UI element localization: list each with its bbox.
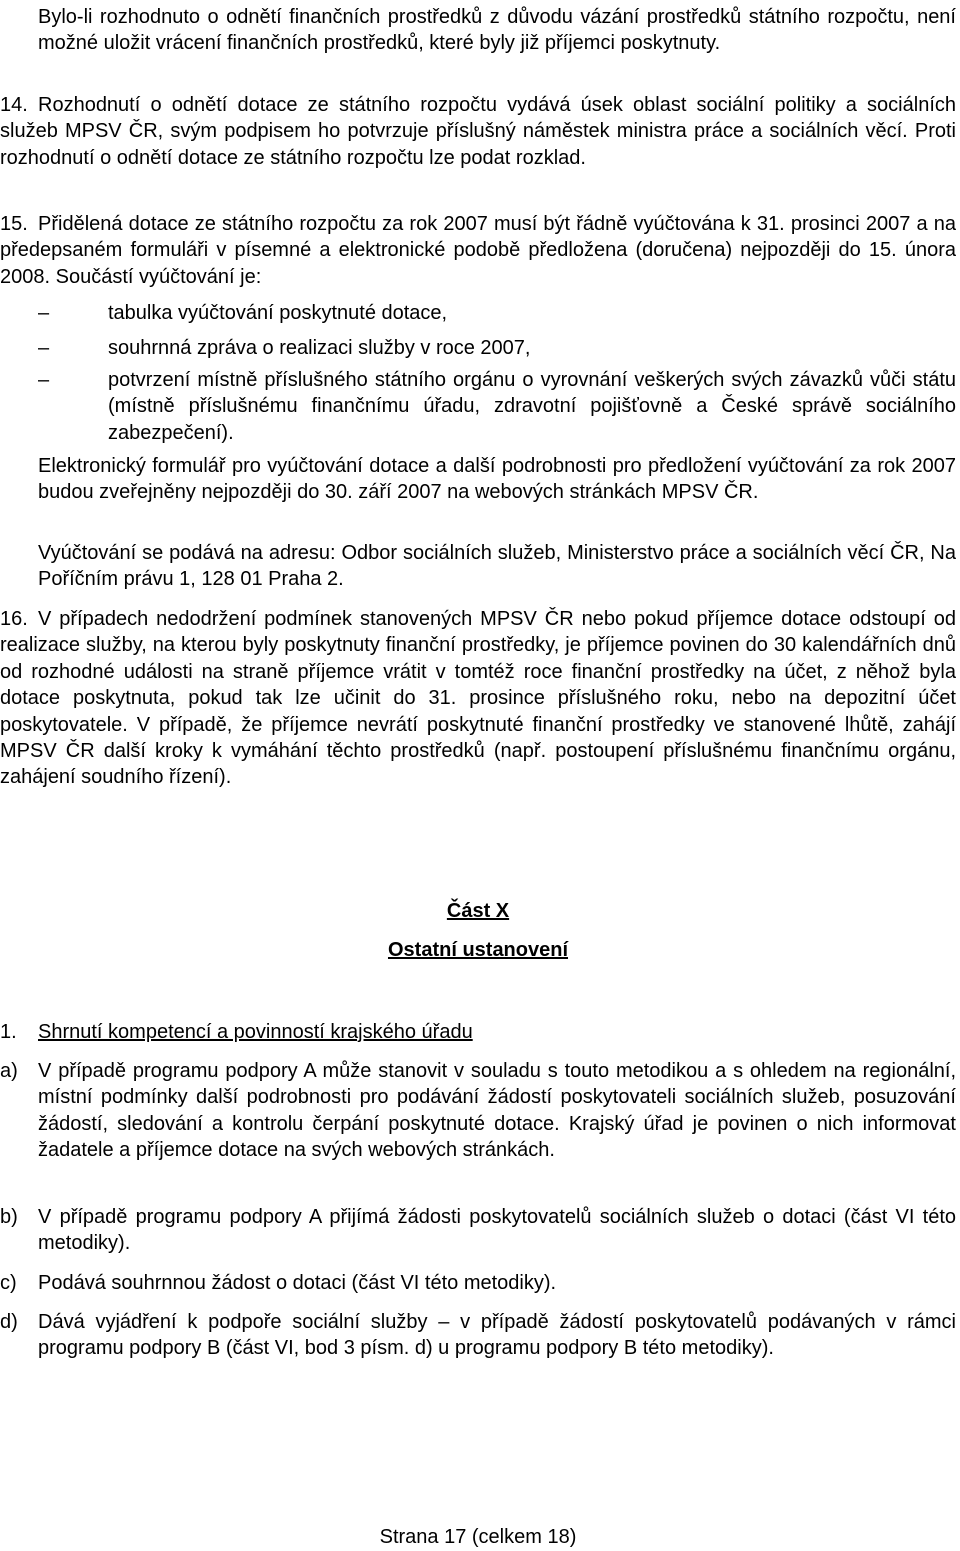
bullet-item [38,367,956,446]
bullet-item [38,335,956,361]
letter-item-c [0,1270,956,1296]
item-number: 16. [0,608,28,630]
bullet-text: potvrzení místně příslušného státního orgánu o vyrovnání veškerých svých závazků vůči státu (místně příslušnému finančnímu úřadu, zdravotní pojišťovně a České správě sociálního zabezpečení). [108,369,956,444]
section-number: 1. [0,1021,17,1043]
letter-label: b) [0,1206,18,1228]
letter-item-d [0,1309,956,1362]
letter-text: V případě programu podpory A přijímá žádosti poskytovatelů sociálních služeb o dotaci (část VI této metodiky). [38,1206,956,1255]
numbered-item-15 [0,211,956,290]
bullet-text: souhrnná zpráva o realizaci služby v roce 2007, [108,337,531,359]
letter-label: a) [0,1060,18,1082]
letter-text: V případě programu podpory A může stanovit v souladu s touto metodikou a s ohledem na regionální, místní podmínky další podrobnosti pro podávání žádostí poskytovateli sociálních služeb, posuzování žádostí, sledování a kontrolu čerpání poskytnuté dotace. Krajský úřad je povinen o nich informovat žadatele a příjemce dotace na svých webových stránkách. [38,1060,956,1162]
letter-item-a [0,1058,956,1164]
electronic-form-paragraph: Elektronický formulář pro vyúčtování dotace a další podrobnosti pro předložení vyúčtování za rok 2007 budou zveřejněny nejpozději do 30. září 2007 na webových stránkách MPSV ČR. [38,455,956,504]
page-footer: Strana 17 (celkem 18) [379,1526,577,1548]
item-text: Přidělená dotace ze státního rozpočtu za rok 2007 musí být řádně vyúčtována k 31. prosinci 2007 a na předepsaném formuláři v písemné a elektronické podobě předložena (doručena) nejpozději do 15. února 2008. Součástí vyúčtování je: [0,213,956,288]
item-number: 14. [0,94,28,116]
dash-icon: – [38,337,50,359]
letter-label: d) [0,1311,18,1333]
numbered-item-16 [0,606,956,791]
dash-icon: – [38,302,50,324]
item-text: V případech nedodržení podmínek stanovených MPSV ČR nebo pokud příjemce dotace odstoupí od realizace služby, na kterou byly poskytnuty finanční prostředky, je příjemce povinen do 30 kalendářních dnů od rozhodné události na straně příjemce vrátit v tomtéž roce finanční prostředky na účet, z něhož byla dotace poskytnuta, pokud tak lze učinit do 31. prosince příslušného roku, nebo na depozitní účet poskytovatele. V případě, že příjemce nevrátí poskytnuté finanční prostředky ve stanovené lhůtě, zahájí MPSV ČR další kroky k vymáhání těchto prostředků (např. postoupení příslušnému finančnímu orgánu, zahájení soudního řízení). [0,608,956,789]
intro-paragraph: Bylo-li rozhodnuto o odnětí finančních prostředků z důvodu vázání prostředků státního rozpočtu, není možné uložit vrácení finančních prostředků, které byly již příjemci poskytnuty. [38,6,956,55]
letter-label: c) [0,1272,17,1294]
letter-text: Podává souhrnnou žádost o dotaci (část VI této metodiky). [38,1272,557,1294]
dash-icon: – [38,369,50,391]
section-1-heading [0,1019,956,1045]
part-heading: Část X [446,900,510,922]
item-number: 15. [0,213,28,235]
bullet-text: tabulka vyúčtování poskytnuté dotace, [108,302,448,324]
section-title: Shrnutí kompetencí a povinností krajského úřadu [38,1021,473,1043]
part-title: Ostatní ustanovení [387,939,569,961]
item-text: Rozhodnutí o odnětí dotace ze státního rozpočtu vydává úsek oblast sociální politiky a sociálních služeb MPSV ČR, svým podpisem ho potvrzuje příslušný náměstek ministra práce a sociálních věcí. Proti rozhodnutí o odnětí dotace ze státního rozpočtu lze podat rozklad. [0,94,956,169]
bullet-item [38,300,956,326]
numbered-item-14 [0,92,956,171]
letter-item-b [0,1204,956,1257]
letter-text: Dává vyjádření k podpoře sociální služby – v případě žádostí poskytovatelů podávaných v rámci programu podpory B (část VI, bod 3 písm. d) u programu podpory B této metodiky). [38,1311,956,1360]
address-paragraph: Vyúčtování se podává na adresu: Odbor sociálních služeb, Ministerstvo práce a sociálních věcí ČR, Na Poříčním právu 1, 128 01 Praha 2. [38,542,956,591]
